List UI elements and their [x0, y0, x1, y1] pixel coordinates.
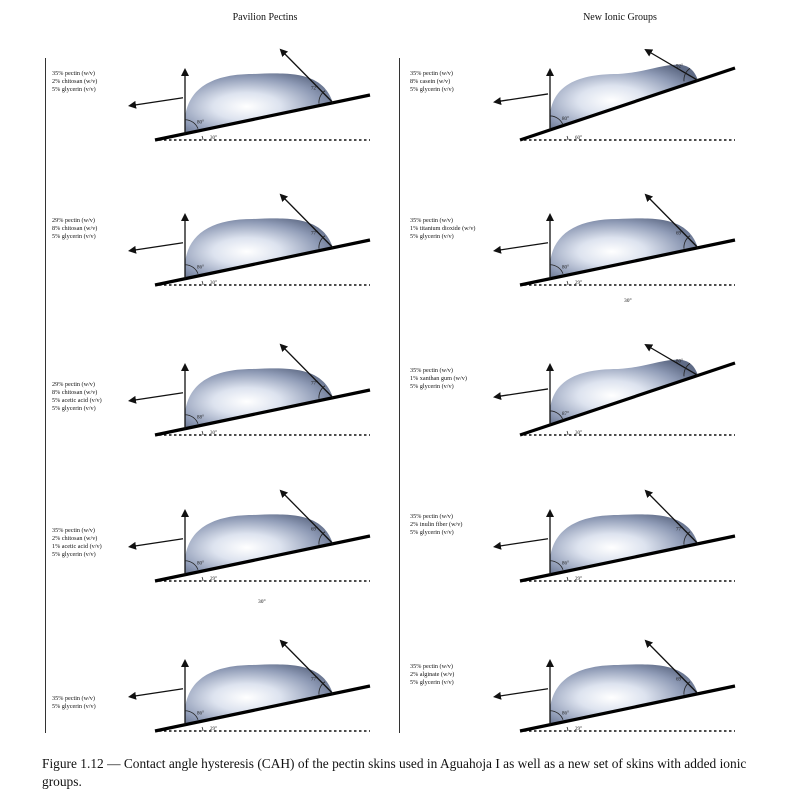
droplet: [185, 73, 333, 133]
composition-label: [410, 217, 475, 241]
left-contact-angle: 86°: [197, 265, 204, 271]
composition-label: [410, 70, 454, 94]
tilt-angle-arc: [202, 431, 203, 435]
right-contact-angle: 77°: [676, 527, 683, 533]
composition-line: 29% pectin (w/v): [52, 381, 95, 388]
tilt-angle: 29°: [575, 577, 582, 582]
composition-line: 2% chitosan (w/v): [52, 535, 98, 542]
left-contact-angle: 80°: [562, 116, 569, 122]
composition-line: 35% pectin (w/v): [410, 663, 453, 670]
tilt-angle: 30°: [210, 281, 217, 286]
composition-line: 1% acetic acid (v/v): [52, 543, 102, 550]
composition-line: 35% pectin (w/v): [410, 217, 453, 224]
composition-label: [410, 513, 462, 537]
composition-line: 5% glycerin (v/v): [410, 233, 454, 240]
composition-line: 5% glycerin (v/v): [410, 529, 454, 536]
right-contact-angle: 69°: [311, 527, 318, 533]
droplet: [550, 514, 698, 574]
droplet: [550, 360, 698, 425]
composition-line: 1% xanthan gum (w/v): [410, 375, 467, 382]
left-contact-angle: 80°: [197, 561, 204, 567]
composition-label: [410, 663, 454, 687]
composition-line: 1% titanium dioxide (w/v): [410, 225, 476, 232]
droplet: [185, 368, 333, 428]
tilt-angle-arc: [567, 136, 568, 140]
right-contact-angle: 77°: [311, 231, 318, 237]
droplet: [185, 664, 333, 724]
left-contact-angle: 86°: [197, 711, 204, 717]
tilt-angle: 29°: [575, 281, 582, 286]
right-contact-angle: 92°: [676, 64, 683, 70]
retreating-arrow: [495, 389, 548, 397]
composition-line: 2% chitosan (w/v): [52, 78, 98, 85]
right-contact-angle: 80°: [676, 359, 683, 365]
retreating-arrow: [495, 94, 548, 102]
extra-angle-mark: 30°: [624, 298, 632, 304]
tilt-angle-arc: [202, 727, 203, 731]
right-column-title: New Ionic Groups: [583, 12, 657, 23]
composition-label: [52, 217, 97, 241]
composition-line: 5% glycerin (v/v): [410, 86, 454, 93]
left-contact-angle: 86°: [562, 561, 569, 567]
composition-line: 5% glycerin (v/v): [410, 383, 454, 390]
right-contact-angle: 77°: [311, 381, 318, 387]
right-contact-angle: 72°: [311, 86, 318, 92]
composition-line: 5% glycerin (v/v): [52, 233, 96, 240]
tilt-angle: 60°: [575, 136, 582, 141]
composition-line: 5% glycerin (v/v): [52, 405, 96, 412]
composition-line: 2% alginate (w/v): [410, 671, 455, 678]
left-contact-angle: 86°: [562, 711, 569, 717]
composition-line: 5% acetic acid (v/v): [52, 397, 102, 404]
composition-label: [52, 695, 96, 711]
tilt-angle: 29°: [210, 727, 217, 732]
left-column-title: Pavilion Pectins: [232, 12, 298, 23]
composition-line: 8% chitosan (w/v): [52, 225, 98, 232]
retreating-arrow: [130, 689, 183, 697]
tilt-angle-arc: [567, 281, 568, 285]
composition-line: 5% glycerin (v/v): [52, 551, 96, 558]
left-contact-angle: 80°: [562, 265, 569, 271]
composition-line: 29% pectin (w/v): [52, 217, 95, 224]
composition-label: [52, 381, 102, 413]
composition-label: [52, 70, 97, 94]
droplet: [185, 218, 333, 278]
left-contact-angle: 88°: [197, 415, 204, 421]
composition-line: 2% inulin fiber (w/v): [410, 521, 463, 528]
left-contact-angle: 87°: [562, 411, 569, 417]
droplet: [185, 514, 333, 574]
composition-line: 8% casein (w/v): [410, 78, 451, 85]
tilt-angle: 30°: [575, 431, 582, 436]
composition-line: 5% glycerin (v/v): [52, 703, 96, 710]
composition-line: 5% glycerin (v/v): [410, 679, 454, 686]
tilt-angle-arc: [202, 136, 203, 140]
retreating-arrow: [495, 243, 548, 251]
droplet: [550, 218, 698, 278]
tilt-angle-arc: [202, 577, 203, 581]
composition-label: [410, 367, 467, 391]
retreating-arrow: [130, 393, 183, 401]
composition-line: 35% pectin (w/v): [52, 695, 95, 702]
composition-line: 35% pectin (w/v): [52, 70, 95, 77]
tilt-angle-arc: [202, 281, 203, 285]
retreating-arrow: [130, 243, 183, 251]
tilt-angle: 30°: [210, 136, 217, 141]
extra-angle-mark: 30°: [258, 599, 266, 605]
tilt-angle-arc: [567, 431, 568, 435]
droplet: [550, 664, 698, 724]
composition-label: [52, 527, 102, 559]
composition-line: 35% pectin (w/v): [410, 70, 453, 77]
left-contact-angle: 80°: [197, 120, 204, 126]
composition-line: 5% glycerin (v/v): [52, 86, 96, 93]
composition-line: 35% pectin (w/v): [410, 513, 453, 520]
tilt-angle: 29°: [575, 727, 582, 732]
tilt-angle-arc: [567, 577, 568, 581]
tilt-angle: 30°: [210, 431, 217, 436]
retreating-arrow: [495, 539, 548, 547]
right-contact-angle: 69°: [676, 231, 683, 237]
retreating-arrow: [130, 98, 183, 106]
composition-line: 35% pectin (w/v): [52, 527, 95, 534]
composition-line: 35% pectin (w/v): [410, 367, 453, 374]
figure-caption: Figure 1.12 — Contact angle hysteresis (CAH) of the pectin skins used in Aguahoja I as well as a new set of skins with added ionic groups.: [42, 756, 747, 789]
right-contact-angle: 77°: [311, 677, 318, 683]
composition-line: 8% chitosan (w/v): [52, 389, 98, 396]
retreating-arrow: [130, 539, 183, 547]
tilt-angle-arc: [567, 727, 568, 731]
right-contact-angle: 69°: [676, 677, 683, 683]
tilt-angle: 29°: [210, 577, 217, 582]
retreating-arrow: [495, 689, 548, 697]
droplet: [550, 65, 698, 130]
